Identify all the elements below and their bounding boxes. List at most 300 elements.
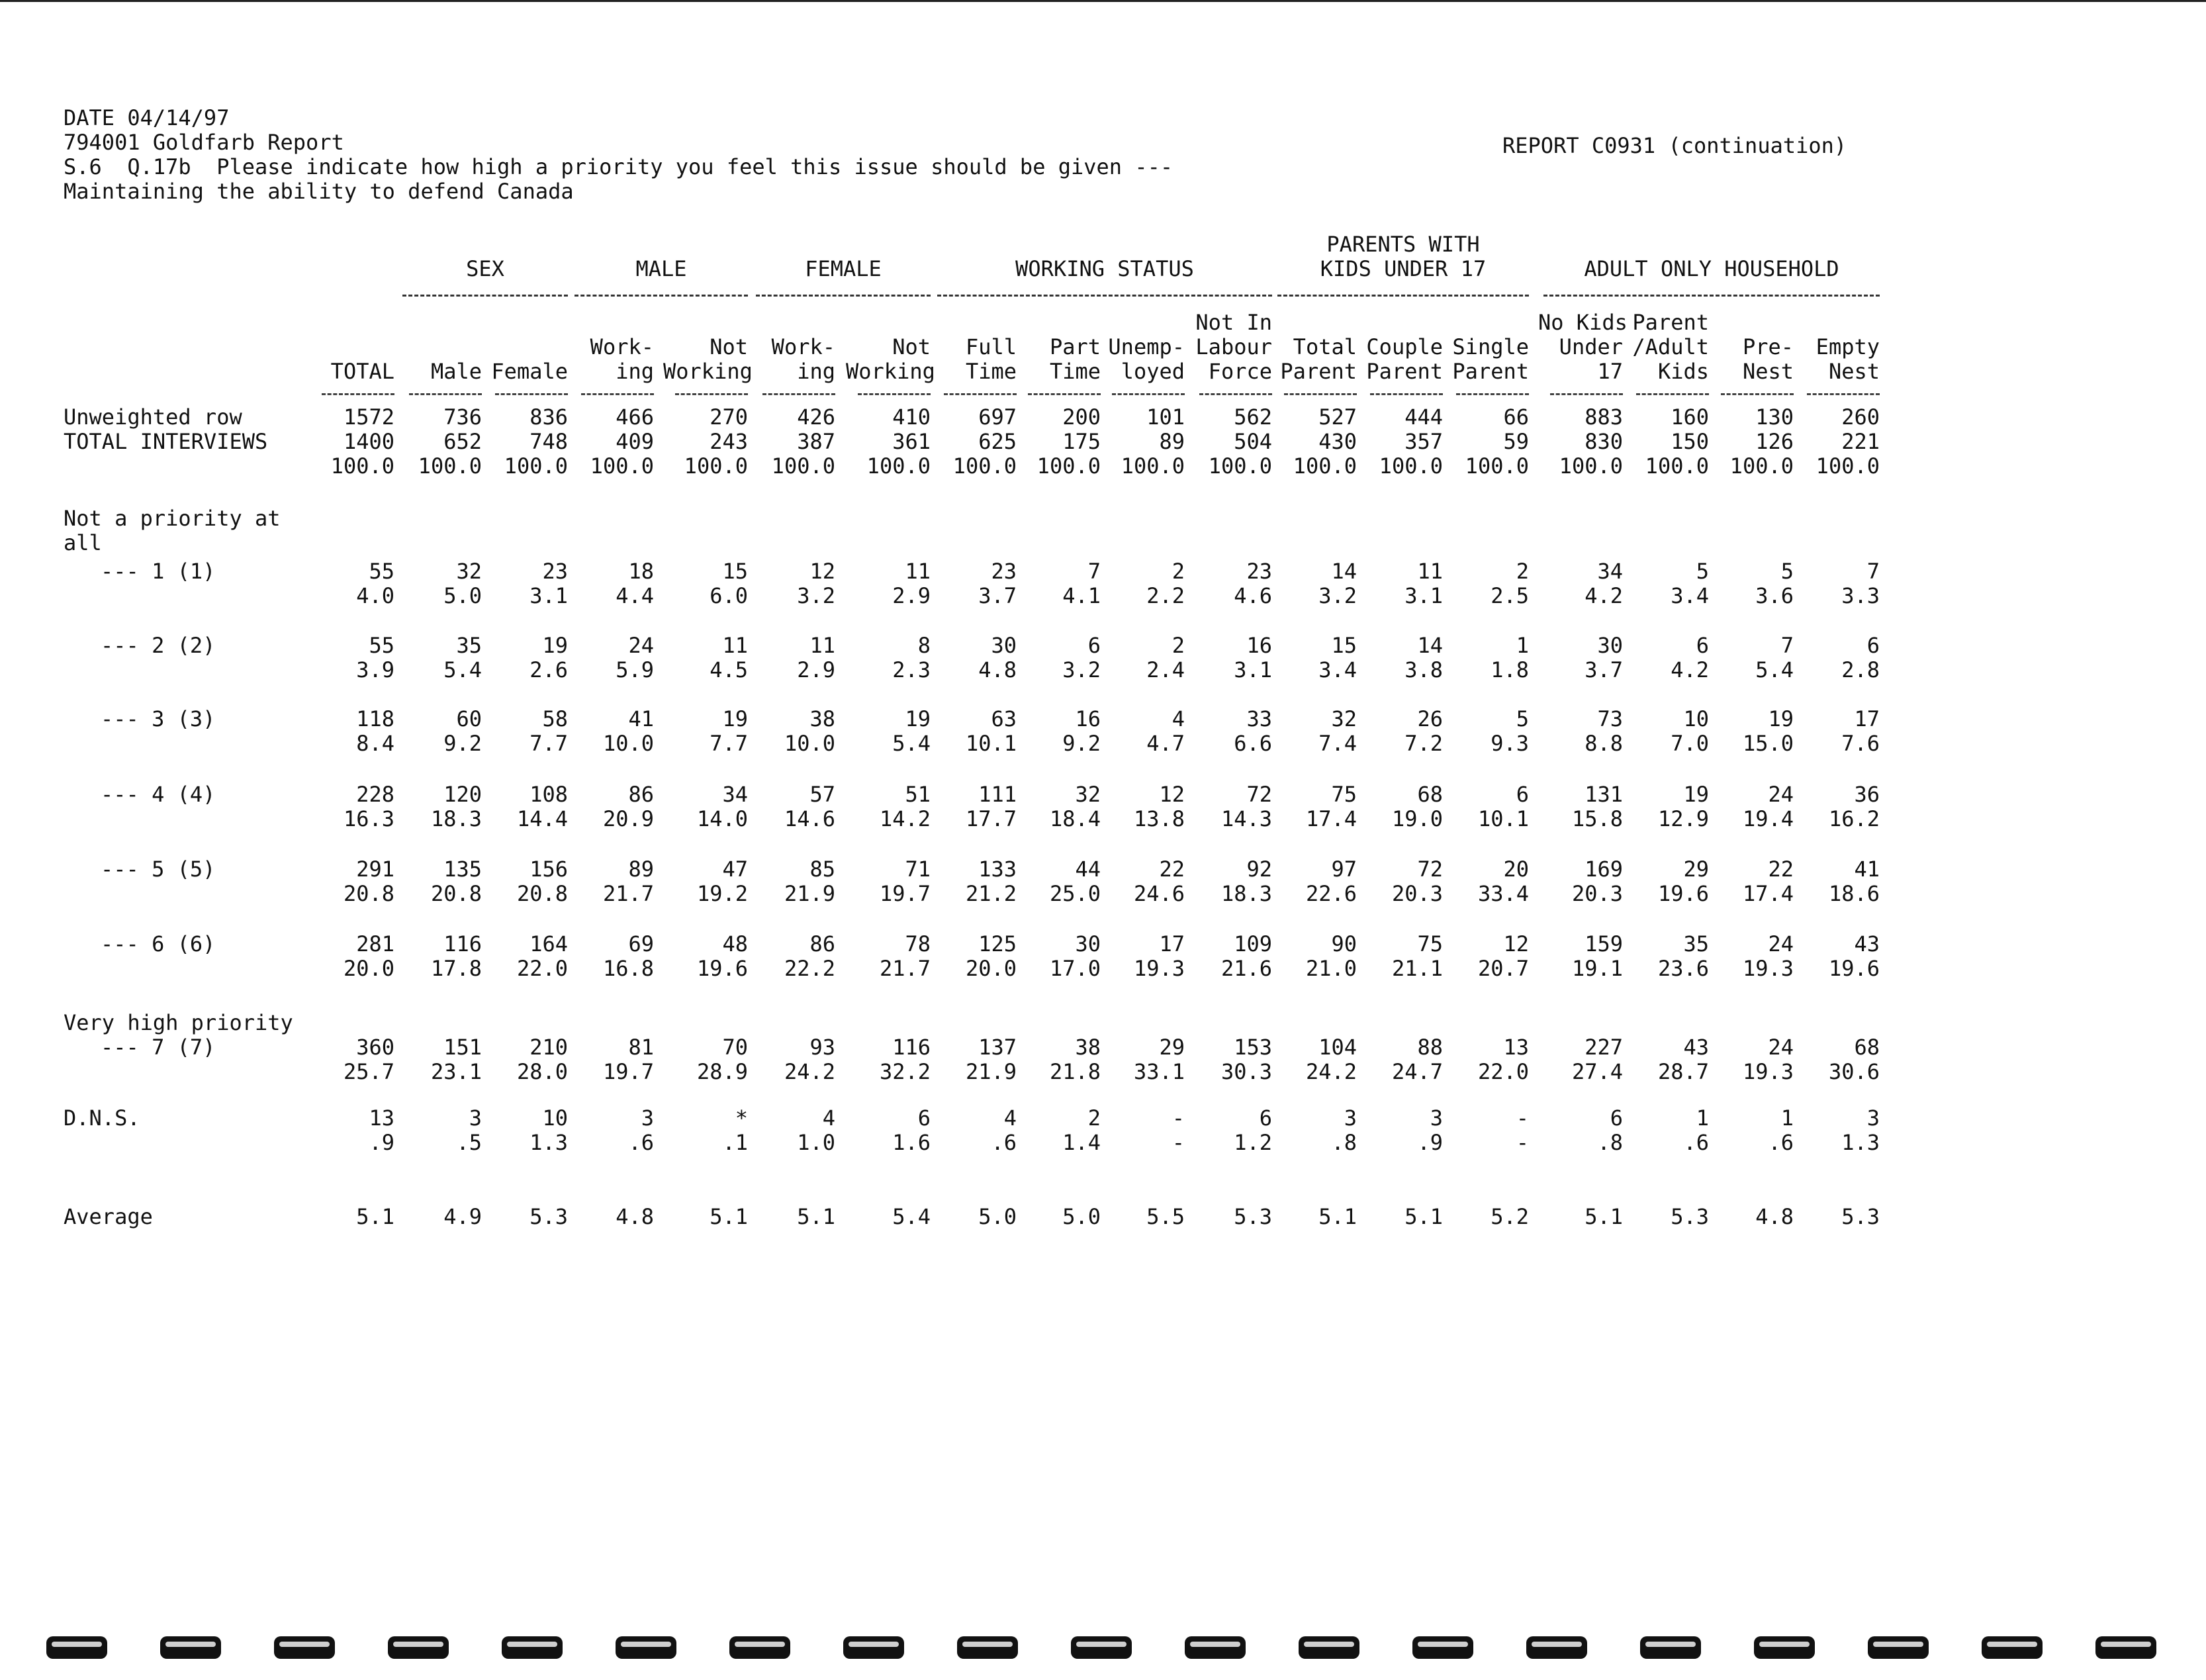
count-cell: 19 [1768, 706, 1794, 731]
percent-cell: 12.9 [1657, 806, 1709, 831]
row-label: Unweighted row [64, 404, 242, 430]
count-cell: 18 [628, 559, 654, 584]
count-cell: 5 [1516, 706, 1529, 731]
percent-cell: 19.3 [1742, 1059, 1794, 1084]
percent-cell: 21.7 [879, 956, 931, 981]
table-cell: 89 [1159, 429, 1185, 454]
count-cell: 22 [1768, 857, 1794, 882]
percent-cell: 21.6 [1220, 956, 1272, 981]
count-cell: 17 [1159, 931, 1185, 957]
percent-cell: 21.8 [1049, 1059, 1101, 1084]
percent-cell: 22.0 [516, 956, 568, 981]
row-label: D.N.S. [64, 1105, 140, 1131]
column-header: Female [491, 359, 568, 384]
count-cell: 85 [809, 857, 835, 882]
row-label: Average [64, 1204, 153, 1229]
count-cell: 131 [1585, 782, 1623, 807]
count-cell: 6 [1610, 1105, 1623, 1131]
percent-cell: 2.9 [797, 657, 835, 682]
count-cell: 120 [443, 782, 482, 807]
percent-cell: 14.0 [696, 806, 748, 831]
count-cell: 360 [356, 1035, 394, 1060]
table-cell: 100.0 [330, 453, 394, 479]
percent-cell: 3.9 [356, 657, 394, 682]
feed-hole [1982, 1636, 2043, 1659]
count-cell: 57 [809, 782, 835, 807]
count-cell: 89 [628, 857, 654, 882]
count-cell: 6 [1087, 633, 1101, 658]
feed-hole [1071, 1636, 1132, 1659]
count-cell: 36 [1854, 782, 1880, 807]
table-cell: 160 [1671, 404, 1709, 430]
count-cell: 11 [905, 559, 931, 584]
row-label: TOTAL INTERVIEWS [64, 429, 268, 454]
table-cell: 736 [443, 404, 482, 430]
percent-cell: 19.6 [1657, 881, 1709, 906]
percent-cell: 6.0 [710, 583, 748, 608]
table-cell: 270 [710, 404, 748, 430]
percent-cell: 19.4 [1742, 806, 1794, 831]
table-cell: 836 [529, 404, 568, 430]
group-header: WORKING STATUS [1015, 256, 1194, 281]
percent-cell: 5.4 [892, 731, 931, 756]
count-cell: 44 [1075, 857, 1101, 882]
count-cell: 92 [1246, 857, 1272, 882]
percent-cell: 3.3 [1841, 583, 1880, 608]
table-cell: 243 [710, 429, 748, 454]
percent-cell: 19.0 [1391, 806, 1443, 831]
percent-cell: 7.4 [1318, 731, 1357, 756]
count-cell: 38 [1075, 1035, 1101, 1060]
percent-cell: 16.3 [343, 806, 394, 831]
average-cell: 5.1 [1585, 1204, 1623, 1229]
table-cell: 357 [1404, 429, 1443, 454]
table-cell: 100.0 [684, 453, 748, 479]
percent-cell: 4.2 [1671, 657, 1709, 682]
average-cell: 4.8 [616, 1204, 654, 1229]
percent-cell: 8.8 [1585, 731, 1623, 756]
feed-hole [1526, 1636, 1587, 1659]
percent-cell: 3.4 [1671, 583, 1709, 608]
table-cell: 361 [892, 429, 931, 454]
percent-cell: 27.4 [1571, 1059, 1623, 1084]
count-cell: 81 [628, 1035, 654, 1060]
table-cell: 100.0 [1379, 453, 1443, 479]
feed-hole [274, 1636, 335, 1659]
percent-cell: 33.4 [1477, 881, 1529, 906]
column-underline [1807, 393, 1880, 395]
column-underline [581, 393, 654, 395]
count-cell: 137 [978, 1035, 1017, 1060]
percent-cell: 4.0 [356, 583, 394, 608]
count-cell: 30 [991, 633, 1017, 658]
count-cell: 19 [722, 706, 748, 731]
percent-cell: 1.2 [1234, 1130, 1272, 1155]
table-cell: 221 [1841, 429, 1880, 454]
feed-hole [1185, 1636, 1246, 1659]
table-cell: 126 [1755, 429, 1794, 454]
percent-cell: 28.0 [516, 1059, 568, 1084]
percent-cell: 22.0 [1477, 1059, 1529, 1084]
average-cell: 5.1 [1404, 1204, 1443, 1229]
table-cell: 748 [529, 429, 568, 454]
average-cell: 5.5 [1146, 1204, 1185, 1229]
count-cell: 34 [1597, 559, 1623, 584]
table-cell: 466 [616, 404, 654, 430]
count-cell: 1 [1696, 1105, 1709, 1131]
table-cell: 527 [1318, 404, 1357, 430]
average-cell: 5.2 [1491, 1204, 1529, 1229]
count-cell: 72 [1246, 782, 1272, 807]
percent-cell: .8 [1331, 1130, 1357, 1155]
count-cell: 156 [529, 857, 568, 882]
table-cell: 66 [1503, 404, 1529, 430]
percent-cell: 3.7 [978, 583, 1017, 608]
table-cell: 883 [1585, 404, 1623, 430]
count-cell: - [1172, 1105, 1185, 1131]
count-cell: 34 [722, 782, 748, 807]
count-cell: - [1516, 1105, 1529, 1131]
feed-hole [1754, 1636, 1815, 1659]
group-underline [402, 295, 568, 297]
count-cell: 75 [1331, 782, 1357, 807]
percent-cell: 23.6 [1657, 956, 1709, 981]
percent-cell: 3.1 [529, 583, 568, 608]
count-cell: 125 [978, 931, 1017, 957]
count-cell: 35 [1683, 931, 1709, 957]
count-cell: 29 [1683, 857, 1709, 882]
count-cell: 32 [1331, 706, 1357, 731]
count-cell: 210 [529, 1035, 568, 1060]
count-cell: 108 [529, 782, 568, 807]
percent-cell: 24.2 [1305, 1059, 1357, 1084]
count-cell: 6 [1696, 633, 1709, 658]
table-cell: 100.0 [771, 453, 835, 479]
count-cell: 51 [905, 782, 931, 807]
column-header: Couple Parent [1366, 334, 1443, 384]
count-cell: 20 [1503, 857, 1529, 882]
percent-cell: 16.2 [1828, 806, 1880, 831]
column-underline [1284, 393, 1357, 395]
table-cell: 100.0 [590, 453, 654, 479]
percent-cell: 20.3 [1571, 881, 1623, 906]
percent-cell: .6 [1683, 1130, 1709, 1155]
table-cell: 175 [1062, 429, 1101, 454]
table-cell: 100.0 [866, 453, 931, 479]
count-cell: 23 [1246, 559, 1272, 584]
feed-hole [46, 1636, 107, 1659]
percent-cell: 19.6 [1828, 956, 1880, 981]
column-header: Not In Labour Force [1195, 310, 1272, 384]
percent-cell: 10.1 [965, 731, 1017, 756]
group-underline [756, 295, 931, 297]
row-label: --- 1 (1) [101, 559, 216, 584]
column-header: Part Time [1049, 334, 1101, 384]
count-cell: 75 [1417, 931, 1443, 957]
count-cell: 43 [1683, 1035, 1709, 1060]
column-header: Not Working [846, 334, 935, 384]
table-cell: 59 [1503, 429, 1529, 454]
percent-cell: 18.3 [1220, 881, 1272, 906]
percent-cell: 18.6 [1828, 881, 1880, 906]
percent-cell: .5 [456, 1130, 482, 1155]
percent-cell: 9.2 [1062, 731, 1101, 756]
table-cell: 100.0 [1559, 453, 1623, 479]
count-cell: 29 [1159, 1035, 1185, 1060]
count-cell: 1 [1780, 1105, 1794, 1131]
row-group-label: Not a priority at all [64, 506, 281, 555]
percent-cell: 7.7 [710, 731, 748, 756]
percent-cell: 21.9 [784, 881, 835, 906]
average-cell: 5.1 [1318, 1204, 1357, 1229]
count-cell: 55 [369, 633, 394, 658]
percent-cell: 19.7 [602, 1059, 654, 1084]
percent-cell: 18.4 [1049, 806, 1101, 831]
column-underline [1721, 393, 1794, 395]
table-cell: 150 [1671, 429, 1709, 454]
count-cell: 5 [1780, 559, 1794, 584]
count-cell: 13 [1503, 1035, 1529, 1060]
percent-cell: 33.1 [1133, 1059, 1185, 1084]
count-cell: 2 [1516, 559, 1529, 584]
count-cell: 24 [1768, 1035, 1794, 1060]
percent-cell: 30.6 [1828, 1059, 1880, 1084]
column-underline [675, 393, 748, 395]
average-cell: 5.3 [1671, 1204, 1709, 1229]
table-cell: 444 [1404, 404, 1443, 430]
percent-cell: .6 [1768, 1130, 1794, 1155]
percent-cell: 3.1 [1234, 657, 1272, 682]
count-cell: 3 [1866, 1105, 1880, 1131]
feed-hole [729, 1636, 790, 1659]
count-cell: 11 [722, 633, 748, 658]
column-underline [762, 393, 835, 395]
count-cell: 72 [1417, 857, 1443, 882]
table-cell: 260 [1841, 404, 1880, 430]
group-header: ADULT ONLY HOUSEHOLD [1584, 256, 1839, 281]
percent-cell: 10.0 [602, 731, 654, 756]
count-cell: 24 [1768, 931, 1794, 957]
table-cell: 426 [797, 404, 835, 430]
count-cell: 68 [1854, 1035, 1880, 1060]
column-header: Pre- Nest [1742, 334, 1794, 384]
count-cell: 111 [978, 782, 1017, 807]
count-cell: 17 [1854, 706, 1880, 731]
row-label: --- 5 (5) [101, 857, 216, 882]
percent-cell: 14.2 [879, 806, 931, 831]
average-cell: 5.1 [356, 1204, 394, 1229]
count-cell: 164 [529, 931, 568, 957]
column-underline [1028, 393, 1101, 395]
percent-cell: 14.4 [516, 806, 568, 831]
column-header: Not Working [663, 334, 753, 384]
group-header: FEMALE [805, 256, 882, 281]
average-cell: 5.3 [529, 1204, 568, 1229]
column-header: Unemp- loyed [1108, 334, 1185, 384]
percent-cell: 2.8 [1841, 657, 1880, 682]
feed-hole [388, 1636, 449, 1659]
percent-cell: 1.8 [1491, 657, 1529, 682]
table-cell: 430 [1318, 429, 1357, 454]
average-cell: 5.3 [1841, 1204, 1880, 1229]
count-cell: 10 [1683, 706, 1709, 731]
percent-cell: 17.4 [1305, 806, 1357, 831]
percent-cell: 2.9 [892, 583, 931, 608]
count-cell: 14 [1331, 559, 1357, 584]
count-cell: 291 [356, 857, 394, 882]
percent-cell: 17.8 [430, 956, 482, 981]
percent-cell: 24.2 [784, 1059, 835, 1084]
percent-cell: - [1172, 1130, 1185, 1155]
table-cell: 1400 [343, 429, 394, 454]
percent-cell: 6.6 [1234, 731, 1272, 756]
feed-hole [843, 1636, 904, 1659]
table-cell: 100.0 [1645, 453, 1709, 479]
percent-cell: 19.3 [1133, 956, 1185, 981]
count-cell: 10 [542, 1105, 568, 1131]
count-cell: 90 [1331, 931, 1357, 957]
average-cell: 5.1 [710, 1204, 748, 1229]
count-cell: 41 [628, 706, 654, 731]
column-header: No Kids Under 17 [1538, 310, 1628, 384]
count-cell: 7 [1780, 633, 1794, 658]
column-underline [409, 393, 482, 395]
percent-cell: 17.0 [1049, 956, 1101, 981]
count-cell: 104 [1318, 1035, 1357, 1060]
percent-cell: 4.8 [978, 657, 1017, 682]
table-cell: 100.0 [952, 453, 1017, 479]
count-cell: 6 [1516, 782, 1529, 807]
table-cell: 101 [1146, 404, 1185, 430]
count-cell: 24 [628, 633, 654, 658]
percent-cell: 15.0 [1742, 731, 1794, 756]
table-cell: 100.0 [1121, 453, 1185, 479]
count-cell: 43 [1854, 931, 1880, 957]
feed-hole [502, 1636, 563, 1659]
feed-hole [1640, 1636, 1701, 1659]
report-header [64, 106, 1173, 204]
group-header: MALE [635, 256, 687, 281]
average-cell: 4.9 [443, 1204, 482, 1229]
table-cell: 100.0 [1729, 453, 1794, 479]
percent-cell: .6 [991, 1130, 1017, 1155]
column-underline [1636, 393, 1709, 395]
percent-cell: 9.3 [1491, 731, 1529, 756]
column-underline [944, 393, 1017, 395]
column-header: Empty Nest [1815, 334, 1880, 384]
table-cell: 130 [1755, 404, 1794, 430]
percent-cell: 3.2 [1062, 657, 1101, 682]
report-name: 794001 Goldfarb Report [64, 130, 344, 155]
feed-hole [160, 1636, 221, 1659]
percent-cell: 21.0 [1305, 956, 1357, 981]
feed-hole [1868, 1636, 1929, 1659]
table-cell: 100.0 [418, 453, 482, 479]
percent-cell: 20.8 [430, 881, 482, 906]
count-cell: 8 [917, 633, 931, 658]
count-cell: 32 [456, 559, 482, 584]
tractor-feed-holes [0, 1628, 2206, 1668]
count-cell: 116 [892, 1035, 931, 1060]
percent-cell: 24.7 [1391, 1059, 1443, 1084]
percent-cell: 3.2 [797, 583, 835, 608]
percent-cell: 20.0 [343, 956, 394, 981]
column-header: Work- ing [771, 334, 835, 384]
count-cell: 169 [1585, 857, 1623, 882]
count-cell: 6 [1259, 1105, 1272, 1131]
group-header: PARENTS WITH KIDS UNDER 17 [1320, 232, 1487, 281]
column-header: Parent /Adult Kids [1632, 310, 1709, 384]
percent-cell: 1.0 [797, 1130, 835, 1155]
percent-cell: 18.3 [430, 806, 482, 831]
percent-cell: 15.8 [1571, 806, 1623, 831]
percent-cell: 25.0 [1049, 881, 1101, 906]
column-underline [495, 393, 568, 395]
feed-hole [616, 1636, 676, 1659]
count-cell: 4 [1172, 706, 1185, 731]
percent-cell: 3.8 [1404, 657, 1443, 682]
average-cell: 5.4 [892, 1204, 931, 1229]
percent-cell: 3.7 [1585, 657, 1623, 682]
count-cell: 7 [1866, 559, 1880, 584]
count-cell: 88 [1417, 1035, 1443, 1060]
percent-cell: 20.7 [1477, 956, 1529, 981]
average-cell: 4.8 [1755, 1204, 1794, 1229]
count-cell: 11 [1417, 559, 1443, 584]
percent-cell: 4.7 [1146, 731, 1185, 756]
column-underline [1199, 393, 1272, 395]
column-header: Single Parent [1452, 334, 1529, 384]
count-cell: 35 [456, 633, 482, 658]
table-cell: 100.0 [1293, 453, 1357, 479]
percent-cell: 3.1 [1404, 583, 1443, 608]
percent-cell: 1.6 [892, 1130, 931, 1155]
count-cell: 73 [1597, 706, 1623, 731]
count-cell: 133 [978, 857, 1017, 882]
percent-cell: 25.7 [343, 1059, 394, 1084]
table-cell: 387 [797, 429, 835, 454]
count-cell: 6 [1866, 633, 1880, 658]
percent-cell: 4.5 [710, 657, 748, 682]
count-cell: 228 [356, 782, 394, 807]
percent-cell: 28.7 [1657, 1059, 1709, 1084]
feed-hole [957, 1636, 1018, 1659]
count-cell: 3 [641, 1105, 654, 1131]
percent-cell: 7.7 [529, 731, 568, 756]
row-label: --- 3 (3) [101, 706, 216, 731]
count-cell: 1 [1516, 633, 1529, 658]
group-underline [574, 295, 748, 297]
column-underline [1112, 393, 1185, 395]
count-cell: 22 [1159, 857, 1185, 882]
percent-cell: 7.6 [1841, 731, 1880, 756]
percent-cell: 2.6 [529, 657, 568, 682]
column-header: Male [430, 359, 482, 384]
percent-cell: 3.4 [1318, 657, 1357, 682]
percent-cell: 5.4 [443, 657, 482, 682]
percent-cell: - [1516, 1130, 1529, 1155]
percent-cell: 1.3 [529, 1130, 568, 1155]
count-cell: 159 [1585, 931, 1623, 957]
feed-hole [1299, 1636, 1359, 1659]
table-cell: 697 [978, 404, 1017, 430]
count-cell: 153 [1234, 1035, 1272, 1060]
row-label: --- 6 (6) [101, 931, 216, 957]
percent-cell: 20.8 [343, 881, 394, 906]
average-cell: 5.0 [1062, 1204, 1101, 1229]
percent-cell: 17.4 [1742, 881, 1794, 906]
percent-cell: 19.2 [696, 881, 748, 906]
